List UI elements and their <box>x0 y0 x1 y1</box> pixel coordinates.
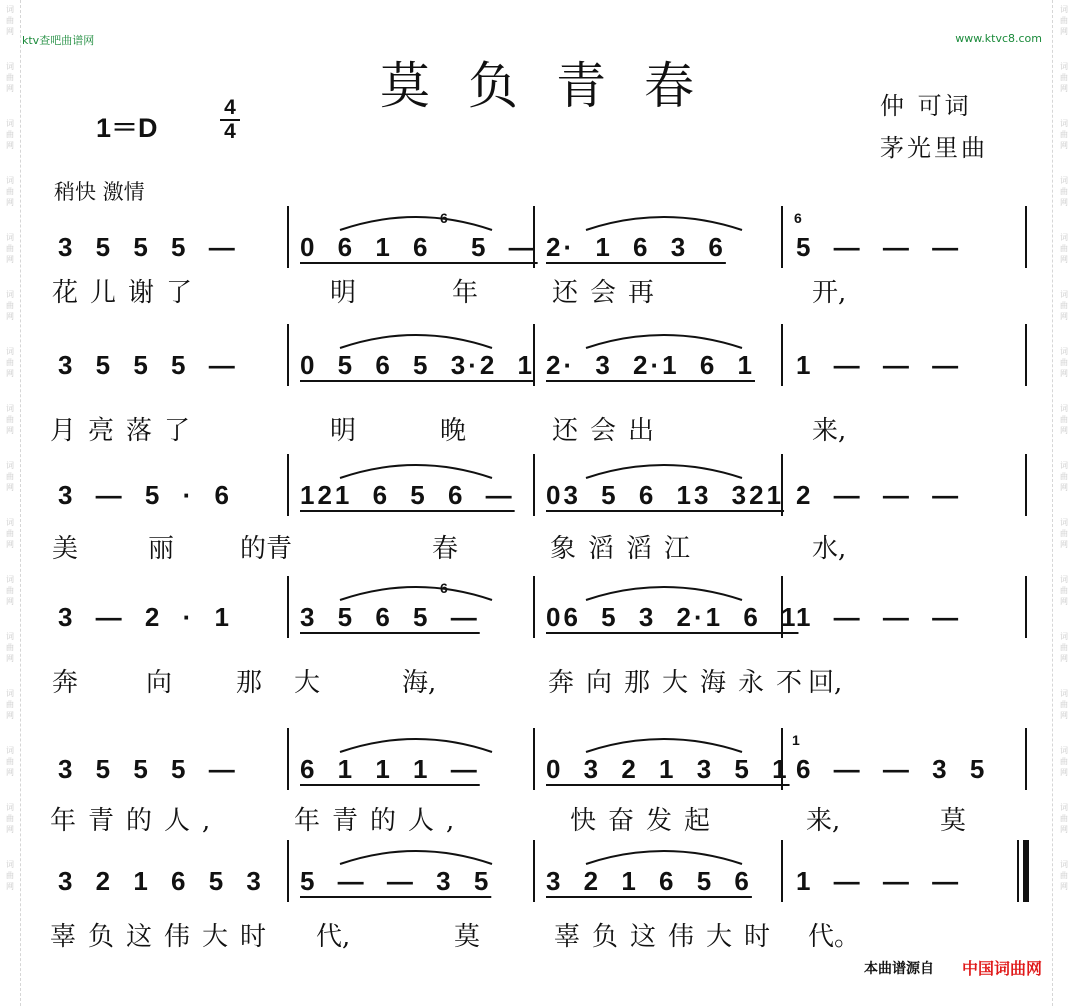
watermark-char: 网 <box>6 540 14 549</box>
watermark-char: 词 <box>1060 62 1068 71</box>
slur <box>340 217 492 230</box>
watermark-char: 网 <box>1060 540 1068 549</box>
lyric-segment: 向 <box>146 668 173 698</box>
watermark-char: 词 <box>6 119 14 128</box>
watermark-char: 网 <box>1060 768 1068 777</box>
lyric-segment: 月亮落了 <box>50 416 203 446</box>
watermark-char: 曲 <box>1060 643 1068 652</box>
grace-note: 1 <box>792 732 800 748</box>
watermark-char: 曲 <box>6 586 14 595</box>
lyric-segment: 海, <box>402 668 437 698</box>
watermark-char: 曲 <box>1060 529 1068 538</box>
key-signature: 1＝D <box>96 113 158 143</box>
watermark-char: 曲 <box>1060 301 1068 310</box>
measure-notes: 3 — 5 · 6 <box>58 480 232 510</box>
source-label: 本曲谱源自 <box>864 961 934 977</box>
site-url-right[interactable]: www.ktvc8.com <box>955 32 1042 45</box>
watermark-char: 网 <box>6 483 14 492</box>
watermark-char: 网 <box>6 654 14 663</box>
slur <box>586 851 742 864</box>
watermark-char: 词 <box>6 347 14 356</box>
measure-notes: 3 2 1 6 5 6 <box>546 866 752 896</box>
lyric-segment: 快奋发起 <box>570 806 723 836</box>
measure-notes: 3 2 1 6 5 3 <box>58 866 264 896</box>
watermark-char: 曲 <box>6 472 14 481</box>
watermark-char: 词 <box>1060 632 1068 641</box>
measure-notes: 2· 1 6 3 6 <box>546 232 726 262</box>
watermark-char: 网 <box>6 369 14 378</box>
slur <box>340 739 492 752</box>
measure-notes: 3 5 5 5 — <box>58 754 238 784</box>
measure-notes: 03 5 6 13 321 <box>546 480 785 510</box>
watermark-char: 网 <box>6 825 14 834</box>
measure-notes: 3 5 6 5 — <box>300 602 480 632</box>
watermark-char: 曲 <box>1060 415 1068 424</box>
slur <box>340 587 492 600</box>
watermark-char: 网 <box>1060 597 1068 606</box>
watermark-char: 曲 <box>6 16 14 25</box>
measure-notes: 1 — — — <box>796 602 962 632</box>
lyric-segment: 大 <box>294 668 321 698</box>
watermark-char: 网 <box>1060 312 1068 321</box>
watermark-char: 曲 <box>6 814 14 823</box>
slur <box>340 465 492 478</box>
lyric-segment: 代。 <box>808 922 861 952</box>
watermark-char: 网 <box>6 27 14 36</box>
lyrics-row <box>0 916 1074 950</box>
grace-note: 6 <box>440 210 448 226</box>
lyric-segment: 奔向那大海永不 <box>548 668 815 698</box>
watermark-char: 词 <box>6 404 14 413</box>
watermark-char: 曲 <box>6 358 14 367</box>
watermark-char: 网 <box>6 312 14 321</box>
watermark-char: 网 <box>1060 27 1068 36</box>
composer-credit: 茅光里曲 <box>880 134 988 162</box>
lyric-segment: 年青的人, <box>294 806 467 836</box>
lyrics-row <box>0 800 1074 834</box>
lyric-segment: 年青的人, <box>50 806 223 836</box>
watermark-char: 词 <box>1060 404 1068 413</box>
watermark-char: 词 <box>1060 461 1068 470</box>
grace-note: 6 <box>794 210 802 226</box>
tempo-marking: 稍快 激情 <box>54 180 145 204</box>
watermark-char: 网 <box>1060 369 1068 378</box>
lyric-segment: 的青 <box>240 534 293 564</box>
watermark-char: 词 <box>1060 575 1068 584</box>
lyric-segment: 辜负这伟大时 <box>554 922 783 952</box>
measure-notes: 3 5 5 5 — <box>58 350 238 380</box>
lyric-segment: 晚 <box>440 416 467 446</box>
watermark-char: 曲 <box>1060 472 1068 481</box>
watermark-char: 词 <box>6 575 14 584</box>
meter-denominator: 4 <box>224 120 236 143</box>
measure-notes: 6 1 1 1 — <box>300 754 480 784</box>
watermark-char: 词 <box>1060 5 1068 14</box>
lyric-segment: 美 <box>52 534 79 564</box>
lyric-segment: 莫 <box>940 806 967 836</box>
measure-notes: 0 5 6 5 3·2 1 <box>300 350 535 380</box>
watermark-char: 曲 <box>1060 700 1068 709</box>
watermark-char: 曲 <box>1060 187 1068 196</box>
watermark-char: 词 <box>1060 689 1068 698</box>
watermark-char: 词 <box>1060 233 1068 242</box>
measure-notes: 3 — 2 · 1 <box>58 602 232 632</box>
watermark-char: 网 <box>6 141 14 150</box>
measure-notes: 2· 3 2·1 6 1 <box>546 350 755 380</box>
lyric-segment: 春 <box>432 534 459 564</box>
slur <box>586 465 742 478</box>
measure-notes: 3 5 5 5 — <box>58 232 238 262</box>
watermark-char: 网 <box>6 84 14 93</box>
measure-notes: 0 6 1 6 5 — <box>300 232 538 262</box>
measure-notes: 06 5 3 2·1 6 1 <box>546 602 799 632</box>
watermark-char: 网 <box>1060 141 1068 150</box>
time-signature <box>218 97 242 143</box>
watermark-char: 网 <box>1060 882 1068 891</box>
watermark-char: 网 <box>1060 483 1068 492</box>
measure-notes: 5 — — 3 5 <box>300 866 492 896</box>
notation-row <box>0 732 1074 808</box>
slur <box>340 335 492 348</box>
lyric-segment: 回, <box>808 668 843 698</box>
watermark-char: 曲 <box>1060 586 1068 595</box>
watermark-char: 词 <box>6 461 14 470</box>
watermark-char: 词 <box>1060 119 1068 128</box>
lyric-segment: 代, <box>316 922 351 952</box>
watermark-char: 曲 <box>1060 73 1068 82</box>
song-title: 莫负青春 <box>380 57 732 115</box>
lyric-segment: 莫 <box>454 922 481 952</box>
watermark-char: 词 <box>6 689 14 698</box>
lyric-segment: 象滔滔江 <box>550 534 703 564</box>
lyric-segment: 奔 <box>52 668 79 698</box>
slur <box>586 587 742 600</box>
watermark-char: 词 <box>6 5 14 14</box>
lyric-segment: 明 <box>330 416 357 446</box>
watermark-char: 词 <box>1060 746 1068 755</box>
lyric-segment: 辜负这伟大时 <box>50 922 279 952</box>
watermark-char: 网 <box>6 882 14 891</box>
watermark-char: 词 <box>6 632 14 641</box>
watermark-char: 网 <box>6 198 14 207</box>
lyrics-row <box>0 272 1074 306</box>
lyric-segment: 丽 <box>148 534 175 564</box>
watermark-char: 网 <box>6 255 14 264</box>
watermark-char: 词 <box>6 176 14 185</box>
watermark-char: 网 <box>6 711 14 720</box>
watermark-char: 曲 <box>1060 757 1068 766</box>
watermark-char: 词 <box>6 62 14 71</box>
slur <box>340 851 492 864</box>
lyric-segment: 来, <box>812 416 847 446</box>
watermark-char: 曲 <box>1060 16 1068 25</box>
lyric-segment: 明 <box>330 278 357 308</box>
watermark-char: 曲 <box>6 757 14 766</box>
watermark-char: 词 <box>6 746 14 755</box>
lyric-segment: 来, <box>806 806 841 836</box>
watermark-char: 曲 <box>6 244 14 253</box>
watermark-char: 网 <box>1060 426 1068 435</box>
slur <box>586 217 742 230</box>
lyric-segment: 那 <box>236 668 263 698</box>
watermark-char: 网 <box>1060 198 1068 207</box>
watermark-char: 曲 <box>6 130 14 139</box>
measure-notes: 121 6 5 6 — <box>300 480 515 510</box>
watermark-char: 网 <box>1060 654 1068 663</box>
notation-row <box>0 580 1074 656</box>
notation-row <box>0 474 1074 534</box>
watermark-char: 网 <box>1060 84 1068 93</box>
lyrics-row <box>0 528 1074 562</box>
measure-notes: 1 — — — <box>796 350 962 380</box>
watermark-char: 曲 <box>1060 358 1068 367</box>
lyric-segment: 还会出 <box>552 416 667 446</box>
watermark-char: 网 <box>6 597 14 606</box>
watermark-char: 词 <box>1060 803 1068 812</box>
site-name-left[interactable]: ktv查吧曲谱网 <box>22 34 95 47</box>
source-site-link[interactable]: 中国词曲网 <box>961 959 1042 978</box>
watermark-char: 词 <box>1060 176 1068 185</box>
watermark-char: 网 <box>6 768 14 777</box>
watermark-char: 曲 <box>6 871 14 880</box>
watermark-char: 曲 <box>1060 130 1068 139</box>
watermark-char: 词 <box>6 290 14 299</box>
lyric-segment: 水, <box>812 534 847 564</box>
lyric-segment: 花儿谢了 <box>52 278 205 308</box>
measure-notes: 5 — — — <box>796 232 962 262</box>
slur <box>586 739 742 752</box>
watermark-char: 曲 <box>1060 814 1068 823</box>
watermark-char: 网 <box>6 426 14 435</box>
lyrics-row <box>0 662 1074 696</box>
lyrics-row <box>0 410 1074 444</box>
slur <box>586 335 742 348</box>
watermark-char: 曲 <box>6 643 14 652</box>
measure-notes: 2 — — — <box>796 480 962 510</box>
watermark-char: 曲 <box>6 529 14 538</box>
grace-note: 6 <box>440 580 448 596</box>
lyric-segment: 开, <box>812 278 847 308</box>
lyricist-credit: 仲 可词 <box>880 92 972 120</box>
watermark-char: 曲 <box>6 700 14 709</box>
watermark-char: 网 <box>1060 255 1068 264</box>
watermark-char: 曲 <box>6 73 14 82</box>
watermark-char: 词 <box>1060 860 1068 869</box>
measure-notes: 0 3 2 1 3 5 1 <box>546 754 790 784</box>
watermark-char: 词 <box>1060 290 1068 299</box>
notation-row <box>0 344 1074 404</box>
watermark-char: 网 <box>1060 711 1068 720</box>
measure-notes: 1 — — — <box>796 866 962 896</box>
watermark-char: 曲 <box>1060 871 1068 880</box>
lyric-segment: 还会再 <box>552 278 667 308</box>
watermark-char: 网 <box>1060 825 1068 834</box>
watermark-char: 词 <box>6 518 14 527</box>
watermark-char: 曲 <box>6 415 14 424</box>
watermark-char: 曲 <box>1060 244 1068 253</box>
watermark-char: 曲 <box>6 187 14 196</box>
notation-row <box>0 860 1074 920</box>
watermark-char: 词 <box>6 233 14 242</box>
watermark-char: 曲 <box>6 301 14 310</box>
lyric-segment: 年 <box>452 278 479 308</box>
watermark-char: 词 <box>1060 347 1068 356</box>
measure-notes: 6 — — 3 5 <box>796 754 988 784</box>
watermark-char: 词 <box>6 803 14 812</box>
watermark-char: 词 <box>1060 518 1068 527</box>
watermark-char: 词 <box>6 860 14 869</box>
meter-numerator: 4 <box>224 96 236 119</box>
